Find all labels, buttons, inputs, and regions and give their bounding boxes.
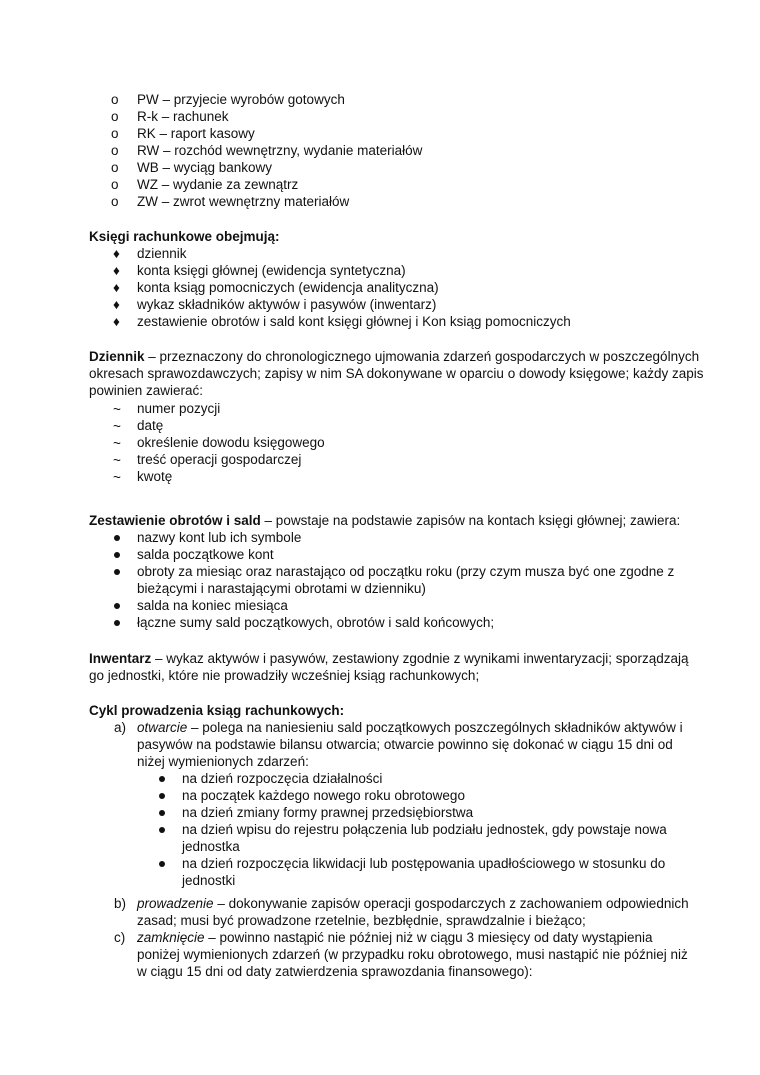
term-otwarcie: otwarcie [137, 720, 188, 735]
list-item: treść operacji gospodarczej [137, 452, 302, 467]
zestawienie-paragraph-line [89, 512, 680, 529]
list-item-continuation: jednostka [182, 839, 240, 854]
list-item: ZW – zwrot wewnętrzny materiałów [137, 194, 350, 209]
list-item: na początek każdego nowego roku obrotowego [182, 788, 465, 803]
list-item: WZ – wydanie za zewnątrz [137, 177, 299, 192]
list-item: kwotę [137, 469, 173, 484]
list-marker: o [111, 109, 119, 124]
paragraph-text: – dokonywanie zapisów operacji gospodarczych z zachowaniem odpowiednich [213, 896, 689, 911]
cykl-c-line [137, 929, 653, 946]
list-marker: o [111, 177, 119, 192]
list-marker: o [111, 92, 119, 107]
term-dziennik: Dziennik [89, 349, 145, 364]
list-item: PW – przyjecie wyrobów gotowych [137, 92, 345, 107]
term-inwentarz: Inwentarz [89, 651, 152, 666]
term-zamkniecie: zamknięcie [137, 930, 205, 945]
diamond-bullet-icon: ♦ [113, 263, 120, 278]
bullet-icon [114, 603, 120, 609]
paragraph-text: w ciągu 15 dni od daty zatwierdzenia sprawozdania finansowego): [137, 964, 533, 979]
diamond-bullet-icon: ♦ [113, 314, 120, 329]
list-marker: o [111, 143, 119, 158]
list-item: określenie dowodu księgowego [137, 435, 325, 450]
paragraph-text: – polega na naniesieniu sald początkowych poszczególnych składników aktywów i [187, 720, 683, 735]
list-item: salda na koniec miesiąca [137, 598, 288, 613]
list-item: dziennik [137, 246, 187, 261]
list-item: konta ksiąg pomocniczych (ewidencja analityczna) [137, 280, 439, 295]
list-item: R-k – rachunek [137, 109, 229, 124]
bullet-icon [114, 552, 120, 558]
list-item: na dzień zmiany formy prawnej przedsiębiorstwa [182, 805, 474, 820]
paragraph-text: poniżej wymienionych zdarzeń (w przypadku roku obrotowego, musi nastąpić nie później niż [137, 947, 688, 962]
list-marker-a: a) [114, 720, 127, 735]
paragraph-text: powinien zawierać: [89, 383, 204, 398]
cykl-a-line [137, 719, 683, 736]
list-item: na dzień wpisu do rejestru połączenia lub podziału jednostek, gdy powstaje nowa [182, 822, 667, 837]
list-marker: o [111, 126, 119, 141]
cykl-b-line [137, 895, 689, 912]
list-item: RW – rozchód wewnętrzny, wydanie materiałów [137, 143, 423, 158]
list-marker-c: c) [114, 930, 126, 945]
list-item-continuation: jednostki [182, 873, 236, 888]
tilde-bullet-icon: ~ [113, 419, 121, 434]
list-item: obroty za miesiąc oraz narastająco od początku roku (przy czym musza być one zgodne z [137, 564, 675, 579]
bullet-icon [114, 620, 120, 626]
tilde-bullet-icon: ~ [113, 402, 121, 417]
bullet-icon [159, 827, 165, 833]
list-item: salda początkowe kont [137, 547, 274, 562]
bullet-icon [159, 776, 165, 782]
list-item: nazwy kont lub ich symbole [137, 530, 302, 545]
list-item: zestawienie obrotów i sald kont księgi głównej i Kon ksiąg pomocniczych [137, 314, 571, 329]
bullet-icon [114, 569, 120, 575]
term-prowadzenie: prowadzenie [137, 896, 214, 911]
paragraph-text: niżej wymienionych zdarzeń: [137, 754, 309, 769]
list-marker-b: b) [114, 896, 127, 911]
section-heading: Księgi rachunkowe obejmują: [89, 229, 280, 244]
list-item: wykaz składników aktywów i pasywów (inwentarz) [137, 297, 437, 312]
diamond-bullet-icon: ♦ [113, 246, 120, 261]
list-item: RK – raport kasowy [137, 126, 255, 141]
bullet-icon [159, 793, 165, 799]
inwentarz-paragraph-line [89, 650, 689, 667]
paragraph-text: – powstaje na podstawie zapisów na kontach księgi głównej; zawiera: [260, 513, 681, 528]
list-item: konta księgi głównej (ewidencja syntetyczna) [137, 263, 406, 278]
paragraph-text: – wykaz aktywów i pasywów, zestawiony zgodnie z wynikami inwentaryzacji; sporządzają [151, 651, 689, 666]
list-item: łączne sumy sald początkowych, obrotów i sald końcowych; [137, 615, 495, 630]
paragraph-text: zasad; musi być prowadzone rzetelnie, bezbłędnie, sprawdzalnie i bieżąco; [137, 913, 586, 928]
paragraph-text: pasywów na podstawie bilansu otwarcia; otwarcie powinno się dokonać w ciągu 15 dni od [137, 737, 673, 752]
tilde-bullet-icon: ~ [113, 453, 121, 468]
list-item: WB – wyciąg bankowy [137, 160, 273, 175]
list-marker: o [111, 160, 119, 175]
diamond-bullet-icon: ♦ [113, 280, 120, 295]
tilde-bullet-icon: ~ [113, 470, 121, 485]
tilde-bullet-icon: ~ [113, 436, 121, 451]
list-item: na dzień rozpoczęcia działalności [182, 771, 383, 786]
paragraph-text: okresach sprawozdawczych; zapisy w nim SA dokonywane w oparciu o dowody księgowe; każdy zapis [89, 366, 704, 381]
bullet-icon [159, 861, 165, 867]
dziennik-paragraph-line [89, 348, 699, 365]
paragraph-text: – powinno nastąpić nie później niż w ciągu 3 miesięcy od daty wystąpienia [204, 930, 653, 945]
list-marker: o [111, 194, 119, 209]
list-item: na dzień rozpoczęcia likwidacji lub postępowania upadłościowego w stosunku do [182, 856, 666, 871]
list-item: numer pozycji [137, 401, 221, 416]
paragraph-text: – przeznaczony do chronologicznego ujmowania zdarzeń gospodarczych w poszczególnych [144, 349, 700, 364]
list-item: datę [137, 418, 164, 433]
term-zestawienie: Zestawienie obrotów i sald [89, 513, 261, 528]
bullet-icon [159, 810, 165, 816]
diamond-bullet-icon: ♦ [113, 297, 120, 312]
list-item-continuation: bieżącymi i narastającymi obrotami w dzienniku) [137, 581, 426, 596]
bullet-icon [114, 535, 120, 541]
section-heading: Cykl prowadzenia ksiąg rachunkowych: [89, 703, 345, 718]
paragraph-text: go jednostki, które nie prowadziły wcześniej ksiąg rachunkowych; [89, 668, 480, 683]
